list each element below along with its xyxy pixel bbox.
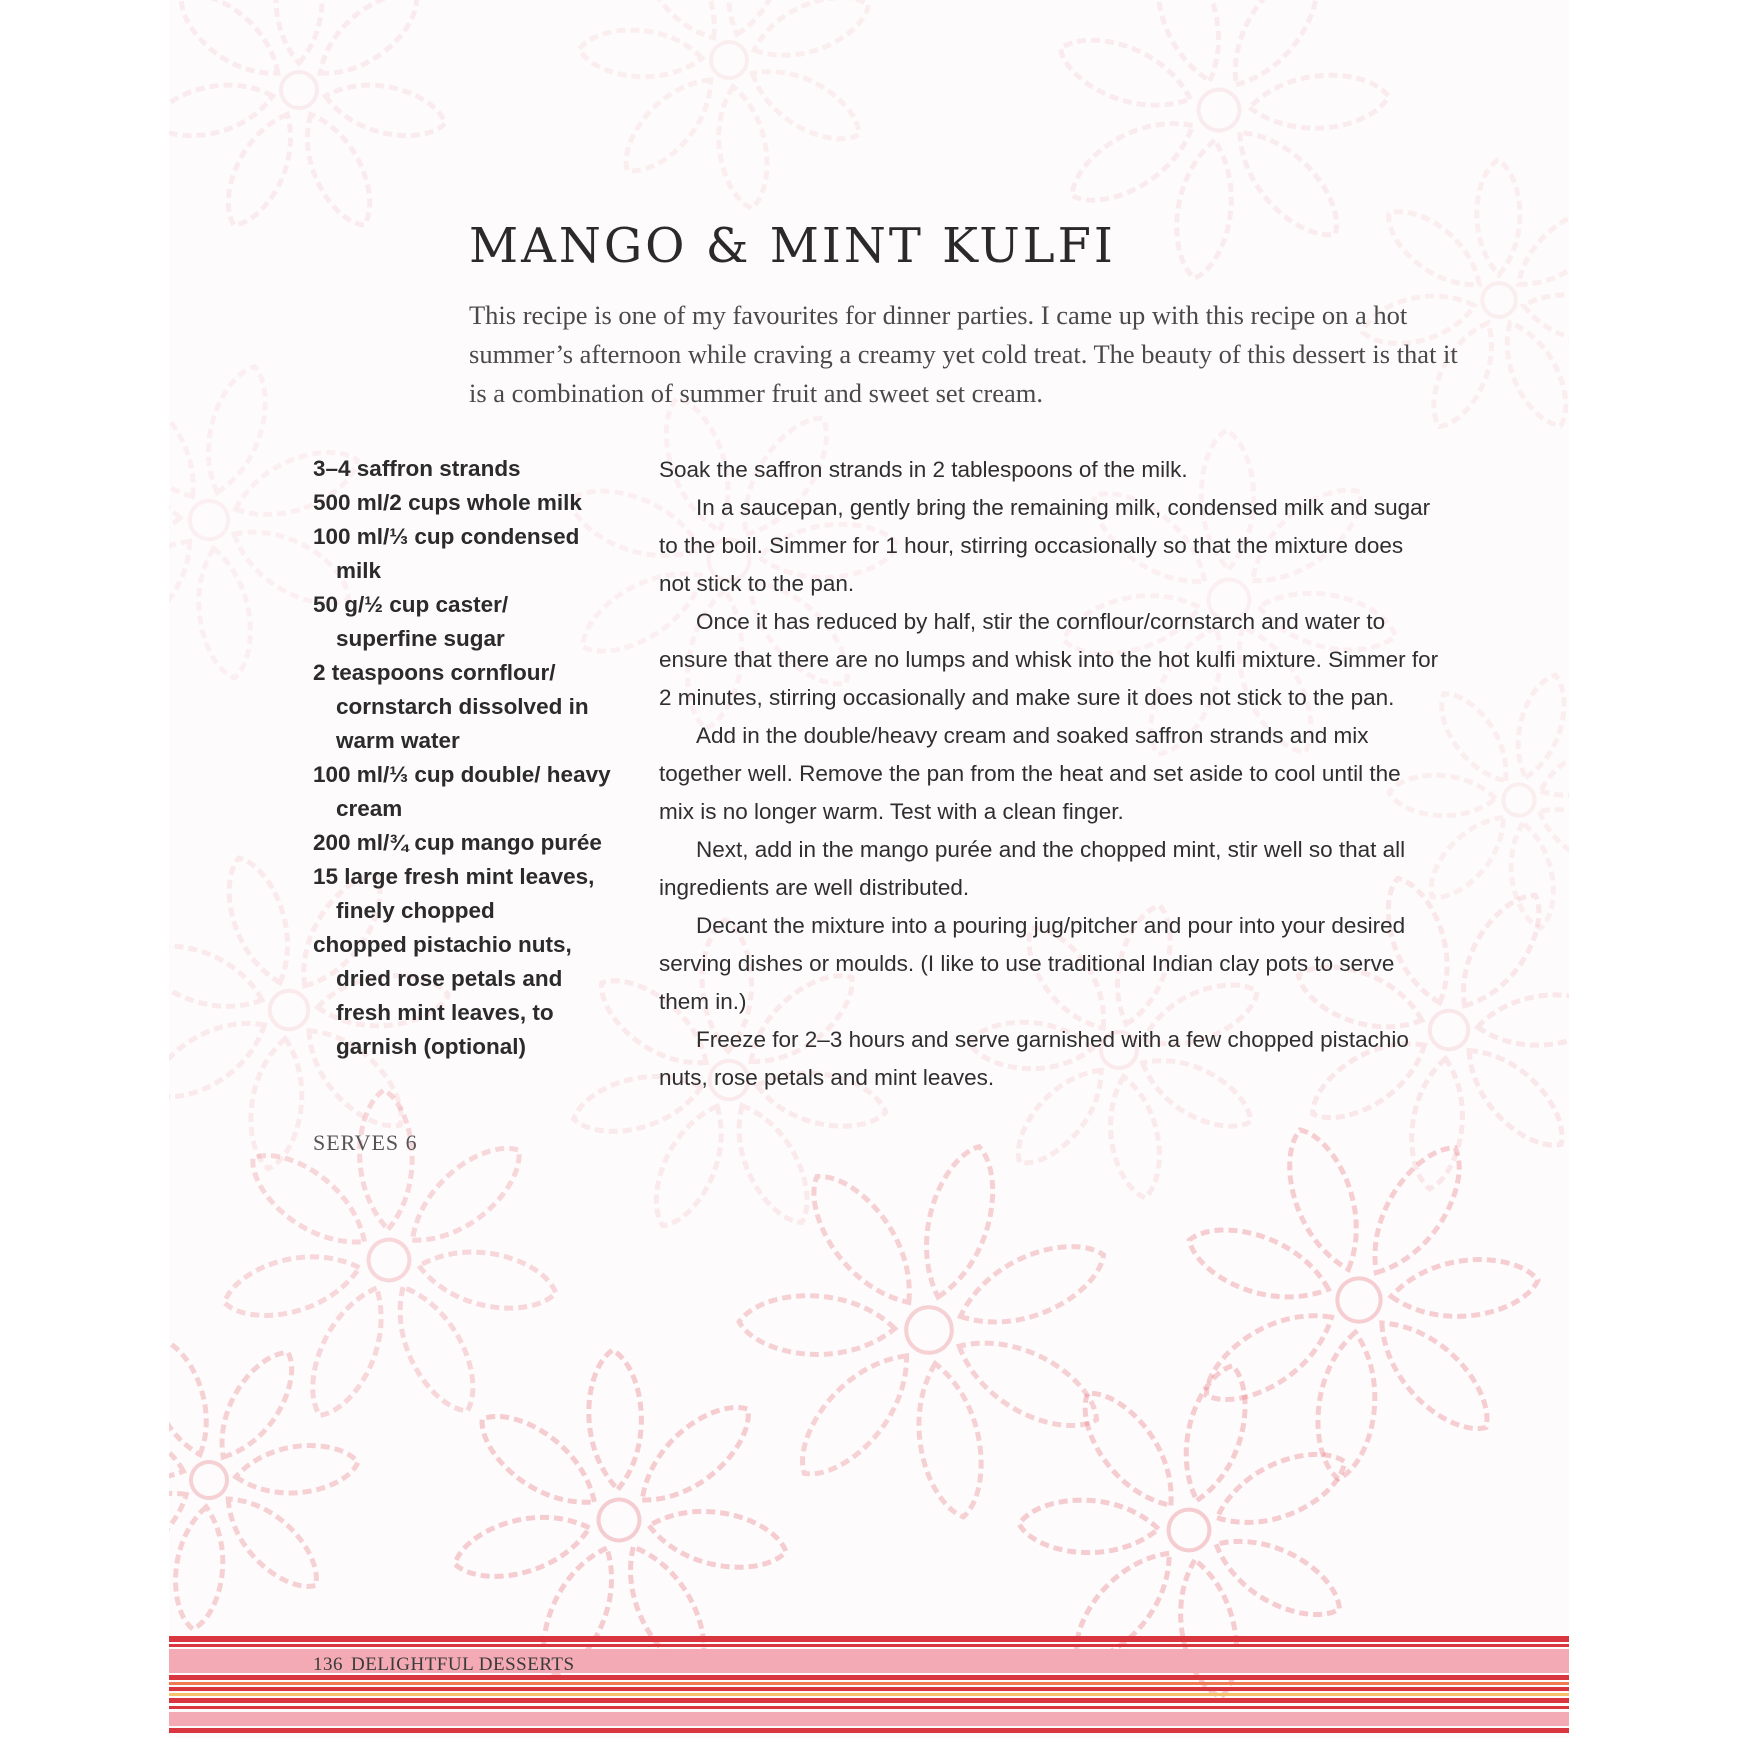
recipe-title: MANGO & MINT KULFI [469, 218, 1116, 274]
border-stripe [169, 1687, 1569, 1691]
flower-motif [169, 1288, 396, 1670]
method-step: Once it has reduced by half, stir the cornflour/cornstarch and water to ensure that there are no lumps and whisk into the hot kulfi mixture. Simmer for 2 minutes, stirring occasionally and make sure it does not stick to the pan. [659, 609, 1439, 710]
book-page [169, 0, 1569, 1738]
border-stripe [169, 1682, 1569, 1685]
method-step: Decant the mixture into a pouring jug/pitcher and pour into your desired serving dishes or moulds. (I like to use traditional Indian clay pots to serve them in.) [659, 913, 1406, 1014]
ingredient-item: 3–4 saffron strands [313, 456, 521, 481]
method-step: Soak the saffron strands in 2 tablespoons of the milk. [659, 457, 1188, 482]
section-name: DELIGHTFUL DESSERTS [351, 1654, 575, 1675]
flower-motif [169, 1040, 613, 1485]
border-stripe [169, 1706, 1569, 1709]
method-text [659, 451, 1439, 1097]
ingredient-item: 200 ml/¾ cup mango purée [313, 830, 602, 855]
border-stripe [169, 1712, 1569, 1726]
serves-label: SERVES 6 [313, 1130, 418, 1155]
method-step: In a saucepan, gently bring the remaining milk, condensed milk and sugar to the boil. Simmer for 1 hour, stirring occasionally so that the mixture does not stick to the pan. [659, 495, 1431, 596]
ingredient-item: 2 teaspoons cornflour/ cornstarch dissolved in warm water [313, 660, 589, 753]
border-stripe [169, 1698, 1569, 1703]
ingredient-item: 15 large fresh mint leaves, finely chopped [313, 864, 595, 923]
border-stripe [169, 1644, 1569, 1647]
border-stripe [169, 1636, 1569, 1642]
method-step: Add in the double/heavy cream and soaked saffron strands and mix together well. Remove the pan from the heat and set aside to cool until the mix is no longer warm. Test with a clean finger. [659, 723, 1401, 824]
border-stripe [169, 1693, 1569, 1696]
recipe-intro: This recipe is one of my favourites for dinner parties. I came up with this recipe on a hot summer’s afternoon while craving a creamy yet cold treat. The beauty of this dessert is that it is a combination of summer fruit and sweet set cream. [469, 300, 1458, 408]
ingredients-list [313, 452, 613, 1064]
method-step: Next, add in the mango purée and the chopped mint, stir well so that all ingredients are well distributed. [659, 837, 1406, 900]
ingredient-item: 100 ml/⅓ cup condensed milk [313, 524, 580, 583]
ingredient-item: 50 g/½ cup caster/ superfine sugar [313, 592, 509, 651]
page-number: 136 [313, 1654, 343, 1675]
ingredient-item: 100 ml/⅓ cup double/ heavy cream [313, 762, 611, 821]
flower-motif [169, 0, 450, 235]
method-step: Freeze for 2–3 hours and serve garnished with a few chopped pistachio nuts, rose petals and mint leaves. [659, 1027, 1409, 1090]
ingredient-item: chopped pistachio nuts, dried rose petals and fresh mint leaves, to garnish (optional) [313, 932, 572, 1059]
flower-motif [1110, 1054, 1569, 1550]
border-stripe [169, 1728, 1569, 1733]
page-footer [313, 1654, 583, 1676]
striped-fabric-border [169, 1636, 1569, 1738]
ingredient-item: 500 ml/2 cups whole milk [313, 490, 582, 515]
flower-motif [985, 0, 1457, 342]
flower-motif [542, 0, 918, 243]
